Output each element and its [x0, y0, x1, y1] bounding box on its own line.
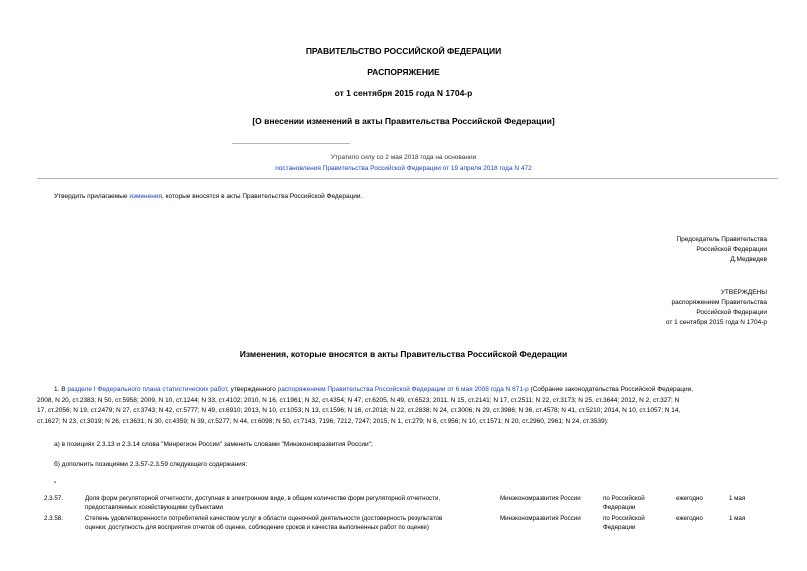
signature-country: Российской Федерации	[696, 246, 767, 253]
table-row-desc-line-1: Степень удовлетворенности потребителей качеством услуг в области оценочной деятельности (достоверность результатов	[85, 515, 443, 522]
approved-country: Российской Федерации	[696, 309, 767, 316]
repeal-link[interactable]: постановления Правительства Российской Федерации от 19 апреля 2018 года N 472	[275, 165, 532, 172]
table-row-agency: Минэкономразвития России	[500, 515, 581, 522]
item-1-mid: , утвержденного	[226, 386, 278, 393]
doc-subject: [О внесении изменений в акты Правительства Российской Федерации]	[252, 116, 555, 126]
table-row-desc-line-2: оценки; доступность для восприятия отчетов об оценке, соблюдение сроков и качества выполненных работ по оценке)	[85, 524, 429, 531]
doc-date: от 1 сентября 2015 года N 1704-р	[334, 88, 473, 98]
approved-block	[666, 288, 767, 328]
intro-after: , которые вносятся в акты Правительства Российской Федерации.	[162, 193, 363, 200]
table-row-desc	[85, 514, 495, 532]
item-1	[37, 385, 777, 427]
item-1-line-2: 2008, N 20, ст.2383; N 50, ст.5958; 2009, N 10, ст.1244; N 33, ст.4102; 2010, N 16, ст.1961; N 32, ст.4354; N 47, ст.6205, N 49, ст.6523; 2011, N 15, ст.2141; N 17, ст.2511; N 22, ст.3173; N 25, ст.3644; 2012, N 2, ст.327; N	[37, 396, 680, 404]
divider-long	[37, 178, 778, 179]
org-title: ПРАВИТЕЛЬСТВО РОССИЙСКОЙ ФЕДЕРАЦИИ	[305, 46, 502, 56]
signature-name: Д.Медведев	[730, 256, 767, 263]
table-row-frequency: ежегодно	[676, 515, 703, 522]
table-row-desc	[85, 494, 495, 512]
table-row-scope	[603, 494, 645, 512]
table-row-deadline: 1 мая	[729, 495, 746, 502]
decree-671-link[interactable]: распоряжением Правительства Российской Федерации от 6 мая 2008 года N 671-р	[277, 386, 529, 393]
stat-plan-link[interactable]: разделе I Федерального плана статистических работ	[67, 386, 227, 393]
item-1-rest: (Собрание законодательства Российской Федерации,	[528, 386, 694, 393]
intro-before: Утвердить прилагаемые	[54, 193, 130, 200]
table-row-agency: Минэкономразвития России	[500, 495, 581, 502]
approved-by: распоряжением Правительства	[671, 299, 767, 306]
subitem-b: б) дополнить позициями 2.3.57-2.3.59 следующего содержания:	[54, 461, 248, 468]
item-1-line-4: ст.1627; N 23, ст.3019; N 26, ст.3631; N 30, ст.4359; N 39, ст.5277; N 44, ст.6098; N 50, ст.7143, 7196, 7212, 7247; 2015, N 1, ст.279; N 6, ст.956; N 10, ст.1571; N 20, ст.2960, 2961; N 24, ст.3539):	[37, 417, 609, 425]
item-1-line-3: 17, ст.2056; N 19, ст.2479; N 27, ст.3743; N 42, ст.5777; N 49, ст.6910; 2013, N 10, ст.1053; N 13, ст.1596; N 16, ст.2018; N 22, ст.2838; N 24, ст.3006; N 29, ст.3986; N 36, ст.4578; N 41, ст.5210; 2014, N 10, ст.1057; N 14,	[37, 407, 681, 414]
changes-link[interactable]: изменения	[129, 193, 162, 200]
intro-paragraph	[54, 192, 362, 202]
table-row-scope-line-2: Федерации	[603, 524, 636, 531]
signature-title: Председатель Правительства	[676, 236, 767, 243]
table-row-scope-line-1: по Российской	[603, 495, 645, 502]
subitem-a: а) в позициях 2.3.13 и 2.3.14 слова "Минрегион России" заменить словами "Минэкономразвития России";	[54, 441, 373, 448]
item-1-prefix: 1. В	[54, 386, 68, 393]
table-row-desc-line-1: Доля форм регуляторной отчетности, доступная в электронном виде, в общем количестве форм регуляторной отчетности,	[85, 495, 441, 502]
table-row-num: 2.3.58.	[44, 515, 63, 522]
table-row-scope	[603, 514, 645, 532]
table-row-deadline: 1 мая	[729, 515, 746, 522]
item-1-line-1	[37, 385, 777, 396]
approved-date: от 1 сентября 2015 года N 1704-р	[665, 319, 767, 326]
table-row-frequency: ежегодно	[676, 495, 703, 502]
table-row-desc-line-2: предоставляемых хозяйствующими субъектами	[85, 504, 223, 511]
changes-title: Изменения, которые вносятся в акты Правительства Российской Федерации	[239, 349, 568, 359]
approved-title: УТВЕРЖДЕНЫ	[720, 289, 767, 296]
doc-type: РАСПОРЯЖЕНИЕ	[367, 67, 440, 77]
table-row-scope-line-2: Федерации	[603, 504, 636, 511]
signature-block	[676, 235, 767, 265]
quote-mark: "	[54, 481, 57, 488]
status-line: Утратило силу со 2 мая 2018 года на основании	[330, 154, 477, 161]
table-row-num: 2.3.57.	[44, 495, 63, 502]
divider-short	[232, 143, 350, 144]
table-row-scope-line-1: по Российской	[603, 515, 645, 522]
